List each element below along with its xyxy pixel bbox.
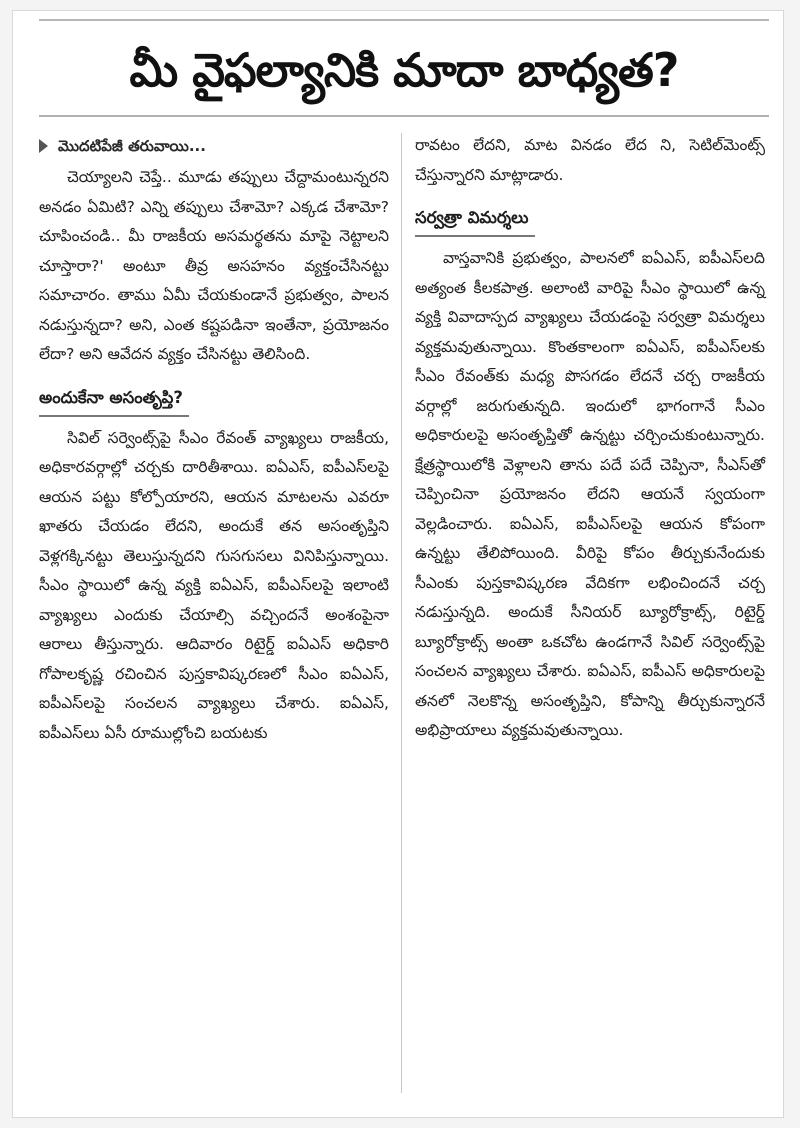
left-subheading: అందుకేనా అసంతృప్తి? — [39, 382, 183, 414]
newspaper-clipping — [12, 10, 784, 1118]
left-column — [39, 131, 389, 754]
continued-from — [39, 131, 389, 161]
triangle-right-icon — [39, 139, 48, 153]
continued-from-text: మొదటిపేజీ తరువాయి... — [58, 137, 206, 155]
left-paragraph-1: చెయ్యాలని చెప్తే.. మూడు తప్పులు చేద్దామంటున్నరని అనడం ఏమిటి? ఎన్ని తప్పులు చేశామో? ఎక్కడ చేశామో? చూపించండి.. మీ రాజకీయ అసమర్థతను మాపై నెట్టాలని చూస్తారా?' అంటూ తీవ్ర అసహనం వ్యక్తంచేసినట్టు సమాచారం. తాము ఏమీ చేయకుండానే ప్రభుత్వం, పాలన నడుస్తున్నదా? అని, ఎంత కష్టపడినా ఇంతేనా, ప్రయోజనం లేదా? అని ఆవేదన వ్యక్తం చేసినట్టు తెలిసింది. — [39, 168, 389, 363]
right-column — [415, 131, 765, 752]
headline-rule — [39, 115, 769, 117]
column-divider — [401, 133, 402, 1093]
left-paragraph-2: సివిల్ సర్వెంట్స్‌పై సీఎం రేవంత్ వ్యాఖ్యలు రాజకీయ, అధికారవర్గాల్లో చర్చకు దారితీశాయి. ఐఏఎస్, ఐపీఎస్‌లపై ఆయన పట్టు కోల్పోయారని, ఆయన మాటలను ఎవరూ ఖాతరు చేయడం లేదని, అందుకే తన అసంతృప్తిని వెళ్లగక్కినట్టు తెలుస్తున్నదని గుసగుసలు వినిపిస్తున్నాయి. సీఎం స్థాయిలో ఉన్న వ్యక్తి ఐఏఎస్, ఐపీఎస్‌లపై ఇలాంటి వ్యాఖ్యలు ఎందుకు చేయాల్సి వచ్చిందనే అంశంపైనా ఆరాలు తీస్తున్నారు. ఆదివారం రిటైర్డ్ ఐఏఎస్ అధికారి గోపాలకృష్ణ రచించిన పుస్తకావిష్కరణలో సీఎం ఐఏఎస్, ఐపీఎస్‌లపై సంచలన వ్యాఖ్యలు చేశారు. ఐఏఎస్, ఐపీఎస్‌లు ఏసీ రూముల్లోంచి బయటకు — [39, 428, 389, 742]
right-subheading: సర్వత్రా విమర్శలు — [415, 202, 529, 234]
right-paragraph-1: రావటం లేదని, మాట వినడం లేద ని, సెటిల్‌మెంట్స్ చేస్తున్నారని మాట్లాడారు. — [415, 136, 765, 184]
top-rule — [39, 19, 769, 21]
right-paragraph-2: వాస్తవానికి ప్రభుత్వం, పాలనలో ఐఏఎస్, ఐపీఎస్‌లది అత్యంత కీలకపాత్ర. అలాంటి వారిపై సీఎం స్థాయిలో ఉన్న వ్యక్తి వివాదాస్పద వ్యాఖ్యలు చేయడంపై సర్వత్రా విమర్శలు వ్యక్తమవుతున్నాయి. కొంతకాలంగా ఐఏఎస్, ఐపీఎస్‌లకు సీఎం రేవంత్‌కు మధ్య పొసగడం లేదనే చర్చ రాజకీయ వర్గాల్లో జరుగుతున్నది. ఇందులో భాగంగానే సీఎం అధికారులపై అసంతృప్తితో ఉన్నట్టు చర్చించుకుంటున్నారు. క్షేత్రస్థాయిలోకి వెళ్లాలని తాను పదే పదే చెప్పినా, సీఎస్‌తో చెప్పించినా ప్రయోజనం లేదని ఆయనే స్వయంగా వెల్లడించారు. ఐఏఎస్, ఐపీఎస్‌లపై ఆయన కోపంగా ఉన్నట్టు తేలిపోయింది. వీరిపై కోపం తీర్చుకునేందుకు సీఎంకు పుస్తకావిష్కరణ వేదికగా లభించిందనే చర్చ నడుస్తున్నది. అందుకే సీనియర్ బ్యూరోక్రాట్స్, రిటైర్డ్ బ్యూరోక్రాట్స్ అంతా ఒకచోట ఉండగానే సివిల్ సర్వెంట్స్‌పై సంచలన వ్యాఖ్యలు చేశారు. ఐఏఎస్, ఐపీఎస్ అధికారులపై తనలో నెలకొన్న అసంతృప్తిని, కోపాన్ని తీర్చుకున్నారనే అభిప్రాయాలు వ్యక్తమవుతున్నాయి. — [415, 249, 765, 739]
headline: మీ వైఫల్యానికి మాదా బాధ్యత? — [129, 43, 679, 97]
